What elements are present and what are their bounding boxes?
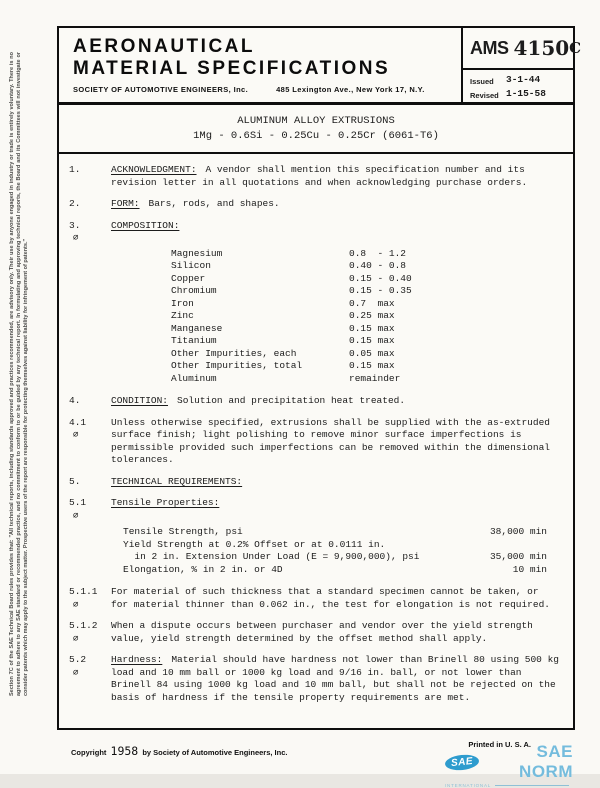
property-value: 10 min <box>512 563 547 575</box>
page-footer <box>57 740 575 788</box>
revision-marker: ∅ <box>73 667 79 678</box>
section-number: 3. <box>69 219 81 231</box>
section-heading: CONDITION: <box>111 395 169 406</box>
section-body-text: For material of such thickness that a standard specimen cannot be taken, or for material thinner than 0.062 in., the test for elongation is not required. <box>111 586 550 610</box>
section-heading: TECHNICAL REQUIREMENTS: <box>111 475 243 487</box>
section-number: 5.1 <box>69 497 87 508</box>
table-row <box>123 539 565 552</box>
copyright-line <box>71 744 287 758</box>
masthead <box>59 28 582 105</box>
element-value: 0.15 - 0.35 <box>349 285 412 296</box>
spec-number: 4150 <box>513 36 570 60</box>
society-address-line <box>73 85 461 94</box>
section-body-text: Unless otherwise specified, extrusions shall be supplied with the as-extruded surface finish; light polishing to remove minor surface imperfections is permissible provided such imperfections can be removed within the dimensional tolerances. <box>111 416 550 465</box>
section-5-technical-requirements <box>67 476 565 489</box>
element-name: Aluminum <box>171 372 217 384</box>
section-heading: FORM: <box>111 198 140 209</box>
spec-revision-letter: C <box>569 39 582 57</box>
revision-marker: ∅ <box>73 599 79 610</box>
section-heading: Tensile Properties: <box>111 497 220 508</box>
issued-date: 3-1-44 <box>506 74 541 85</box>
element-name: Chromium <box>171 285 217 296</box>
section-heading: ACKNOWLEDGMENT: <box>111 164 197 175</box>
masthead-left <box>59 28 461 102</box>
section-number: 4.1 <box>69 416 87 428</box>
section-5-1-tensile-properties <box>67 497 565 522</box>
element-name: Manganese <box>171 322 223 334</box>
section-2-form <box>67 198 565 211</box>
table-row <box>123 551 565 564</box>
revision-marker: ∅ <box>73 233 79 243</box>
section-body-text: Solution and precipitation heat treated. <box>177 395 406 406</box>
element-name: Silicon <box>171 260 211 271</box>
section-body-text: Material should have hardness not lower than Brinell 80 using 500 kg load and 10 mm ball or 1000 kg load and 9/16 in. ball, or not lower than Brinell 84 using 1000 kg load and 10 mm ball, but shall not be rejected on the basis of hardness if the tensile property requirements are met. <box>111 654 559 703</box>
sae-oval-logo-icon: SAE <box>444 753 479 771</box>
section-4-1 <box>67 417 565 467</box>
property-label: Yield Strength at 0.2% Offset or at 0.0111 in. <box>123 538 386 550</box>
society-name: SOCIETY OF AUTOMOTIVE ENGINEERS, Inc. <box>73 85 249 94</box>
revision-marker: ∅ <box>73 633 79 644</box>
tensile-properties-table <box>67 526 565 576</box>
watermark-text: SAE NORM <box>519 742 573 781</box>
section-number: 5. <box>69 475 81 487</box>
element-value: 0.15 max <box>349 322 395 334</box>
element-value: 0.05 max <box>349 347 395 359</box>
revised-label: Revised <box>470 91 499 100</box>
element-value: 0.15 max <box>349 360 395 371</box>
table-row <box>67 348 565 361</box>
section-5-1-2 <box>67 620 565 645</box>
element-name: Other Impurities, each <box>171 347 297 359</box>
watermark-rule <box>495 785 569 786</box>
table-row <box>67 260 565 273</box>
section-number: 2. <box>69 198 81 209</box>
watermark-subtext: INTERNATIONAL <box>445 783 492 788</box>
element-name: Zinc <box>171 310 194 321</box>
document-title <box>59 105 573 154</box>
revision-marker: ∅ <box>73 510 79 521</box>
spec-prefix: AMS <box>470 37 509 58</box>
section-body-text: When a dispute occurs between purchaser and vendor over the yield strength value, yield strength determined by the offset method shall apply. <box>111 620 533 644</box>
document-title-line2: 1Mg - 0.6Si - 0.25Cu - 0.25Cr (6061-T6) <box>193 130 439 142</box>
copyright-label: Copyright <box>71 748 107 757</box>
revised-row <box>470 88 573 102</box>
section-heading: COMPOSITION: <box>111 219 180 231</box>
margin-disclaimer-text: Section 7C of the SAE Technical Board rules provides that: "All technical reports, including standards approved and practices recommended, are advisory only. Their use by anyone engaged in industry or trade is entirely voluntary. There is no agreement to adhere to any SAE standard or recommended practice, and no commitment to conform to or be guided by any technical report. In formulating and approving technical reports, the Board and its Committees will not investigate or consider patents which may apply to the subject matter. Prospective users of the report are responsible for protecting themselves against liability for infringement of patents." <box>9 52 29 696</box>
property-label: Elongation, % in 2 in. or 4D <box>123 563 283 575</box>
org-title-line1: AERONAUTICAL <box>73 36 255 57</box>
property-value: 38,000 min <box>489 526 547 537</box>
table-row <box>67 248 565 261</box>
section-number: 1. <box>69 164 81 175</box>
element-value: 0.8 - 1.2 <box>349 247 407 259</box>
section-3-composition <box>67 220 565 245</box>
table-row <box>123 526 565 539</box>
issued-label: Issued <box>470 77 494 86</box>
table-row <box>67 360 565 373</box>
element-value: 0.15 max <box>349 335 395 346</box>
section-number: 5.1.2 <box>69 620 98 631</box>
org-title-line2: MATERIAL SPECIFICATIONS <box>73 58 391 79</box>
section-number: 5.1.1 <box>69 586 98 597</box>
table-row <box>67 335 565 348</box>
section-5-1-1 <box>67 586 565 611</box>
section-heading: Hardness: <box>111 654 163 665</box>
composition-table <box>67 248 565 386</box>
watermark-subline <box>445 783 573 788</box>
table-row <box>67 373 565 386</box>
copyright-owner: by Society of Automotive Engineers, Inc. <box>142 748 288 757</box>
section-number: 5.2 <box>69 654 87 665</box>
spec-number-box <box>461 28 582 102</box>
table-row <box>67 273 565 286</box>
spec-number-cell <box>463 28 582 70</box>
element-value: 0.40 - 0.8 <box>349 260 407 271</box>
element-name: Iron <box>171 297 194 309</box>
table-row <box>67 323 565 336</box>
element-value: 0.25 max <box>349 310 395 321</box>
element-name: Magnesium <box>171 247 223 259</box>
section-5-2-hardness <box>67 654 565 704</box>
section-body-text: Bars, rods, and shapes. <box>148 198 280 209</box>
section-number: 4. <box>69 395 81 406</box>
element-name: Other Impurities, total <box>171 360 303 371</box>
spec-sheet-frame <box>57 26 582 730</box>
table-row <box>67 298 565 311</box>
element-name: Titanium <box>171 335 217 346</box>
property-value: 35,000 min <box>489 551 547 562</box>
table-row <box>67 310 565 323</box>
spec-dates-cell <box>463 70 573 102</box>
element-value: 0.15 - 0.40 <box>349 272 412 284</box>
element-value: 0.7 max <box>349 297 395 309</box>
revision-marker: ∅ <box>73 430 79 440</box>
section-1-acknowledgment <box>67 164 565 189</box>
document-title-line1: ALUMINUM ALLOY EXTRUSIONS <box>237 115 395 127</box>
element-value: remainder <box>349 372 401 384</box>
issued-row <box>470 74 573 88</box>
section-4-condition <box>67 395 565 408</box>
property-value <box>452 539 565 552</box>
section-body-text: A vendor shall mention this specification number and its revision letter in all quotations and when acknowledging purchase orders. <box>111 164 528 188</box>
table-row <box>123 564 565 577</box>
property-label: Tensile Strength, psi <box>123 526 243 537</box>
element-name: Copper <box>171 272 206 284</box>
property-label: in 2 in. Extension Under Load (E = 9,900,000), psi <box>123 551 420 562</box>
copyright-year: 1958 <box>110 744 139 758</box>
society-street-address: 485 Lexington Ave., New York 17, N.Y. <box>276 85 425 94</box>
table-row <box>67 285 565 298</box>
revised-date: 1-15-58 <box>506 88 546 99</box>
printed-area <box>445 740 575 788</box>
spec-body <box>59 154 573 704</box>
printed-in-usa-label: Printed in U. S. A. <box>468 740 531 749</box>
